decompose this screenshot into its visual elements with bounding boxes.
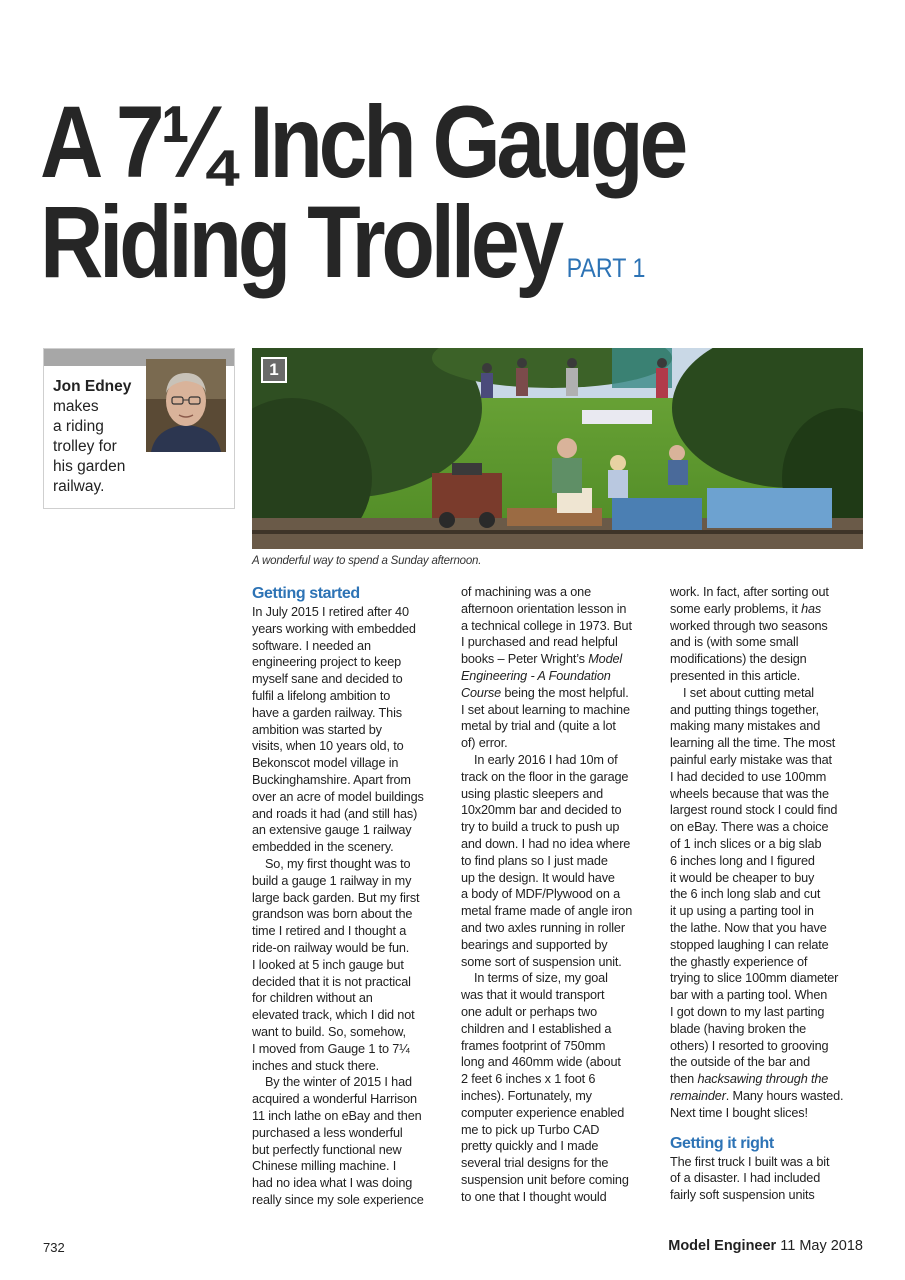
body-column-1 (252, 584, 445, 1209)
article-title (40, 85, 762, 318)
garden-railway-photo-image (252, 348, 863, 549)
paragraph: I set about cutting metal and putting things together, making many mistakes and learning all the time. The most painful early mistake was that I had decided to use 100mm wheels because that was the largest round stock I could find on eBay. There was a choice of 1 inch slices or a big slab 6 inches long and I figured it would be cheaper to buy the 6 inch long slab and cut it up using a parting tool in the lathe. Now that you have stopped laughing I can relate the ghastly experience of trying to slice 100mm diameter bar with a parting tool. When I got down to my last parting blade (having broken the others) I resorted to grooving the outside of the bar and then hacksawing through the remainder. Many hours wasted. Next time I bought slices! (670, 685, 844, 1120)
paragraph: In terms of size, my goal was that it would transport one adult or perhaps two children and I established a frames footprint of 750mm long and 460mm wide (about 2 feet 6 inches x 1 foot 6 inches). Fortunately, my computer experience enabled me to pick up Turbo CAD pretty quickly and I made several trial designs for the suspension unit before coming to one that I thought would (461, 971, 629, 1204)
author-portrait-image (146, 359, 226, 452)
emphasis: hacksawing through the (697, 1072, 829, 1087)
paragraph: So, my first thought was to build a gauge 1 railway in my large back garden. But my first grandson was born about the time I retired and I thought a ride-on railway would be fun. I looked at 5 inch gauge but decided that it is not practical for children without an elevated track, which I did not want to build. So, somehow, I moved from Gauge 1 to 7¼ inches and stuck there. (252, 856, 420, 1073)
emphasis: has (801, 601, 822, 616)
standfirst-line: makes (53, 398, 99, 415)
book-title: Course (461, 685, 501, 700)
section-heading: Getting started (252, 585, 360, 602)
title-line-2 (40, 185, 762, 318)
standfirst-line: his garden (53, 458, 126, 475)
paragraph: The first truck I built was a bit of a disaster. I had included fairly soft suspension units (670, 1154, 830, 1203)
standfirst-line: trolley for (53, 438, 117, 455)
paragraph: of machining was a one afternoon orientation lesson in a technical college in 1973. But I purchased and read helpful books – Peter Wright’s Model Engineering - A Foundation Course being the most helpful. I set about learning to machine metal by trial and (quite a lot of) error. (461, 585, 632, 751)
standfirst-line: a riding (53, 418, 104, 435)
paragraph: work. In fact, after sorting out some early problems, it has worked through two seasons and is (with some small modifications) the design presented in this article. (670, 585, 829, 683)
book-title: Engineering - A Foundation (461, 668, 611, 683)
paragraph: By the winter of 2015 I had acquired a wonderful Harrison 11 inch lathe on eBay and then purchased a less wonderful but perfectly functional new Chinese milling machine. I had no idea what I was doing really since my sole experience (252, 1075, 424, 1207)
author-photo (146, 359, 226, 452)
body-column-3 (670, 584, 863, 1204)
magazine-name: Model Engineer (668, 1238, 777, 1254)
standfirst-line: railway. (53, 478, 105, 495)
part-label: PART 1 (566, 253, 646, 283)
issue-date: 11 May 2018 (780, 1238, 863, 1254)
author-standfirst-box (43, 348, 235, 509)
book-title: Model (588, 652, 623, 667)
title-line-1: A 7¼ Inch Gauge (40, 85, 684, 199)
magazine-footer (668, 1238, 863, 1254)
paragraph: In July 2015 I retired after 40 years working with embedded software. I needed an engineering project to keep myself sane and decided to fulfil a lifelong ambition to have a garden railway. This ambition was started by visits, when 10 years old, to Bekonscot model village in Buckinghamshire. Apart from over an acre of model buildings and roads it had (and still has) an extensive gauge 1 railway embedded in the scenery. (252, 605, 424, 855)
emphasis: remainder (670, 1088, 726, 1103)
figure-caption: A wonderful way to spend a Sunday afternoon. (252, 555, 482, 567)
figure-number-badge: 1 (261, 357, 287, 383)
standfirst-text (53, 377, 143, 497)
author-name: Jon Edney (53, 378, 132, 395)
title-line-2-text: Riding Trolley (40, 185, 560, 299)
figure-1-photo (252, 348, 863, 549)
paragraph: In early 2016 I had 10m of track on the floor in the garage using plastic sleepers and 10x20mm bar and decided to try to build a truck to push up and down. I had no idea where to find plans so I just made up the design. It would have a body of MDF/Plywood on a metal frame made of angle iron and two axles running in roller bearings and supported by some sort of suspension unit. (461, 752, 633, 969)
page-number: 732 (43, 1240, 65, 1255)
section-heading: Getting it right (670, 1134, 774, 1152)
body-column-2 (461, 584, 654, 1205)
